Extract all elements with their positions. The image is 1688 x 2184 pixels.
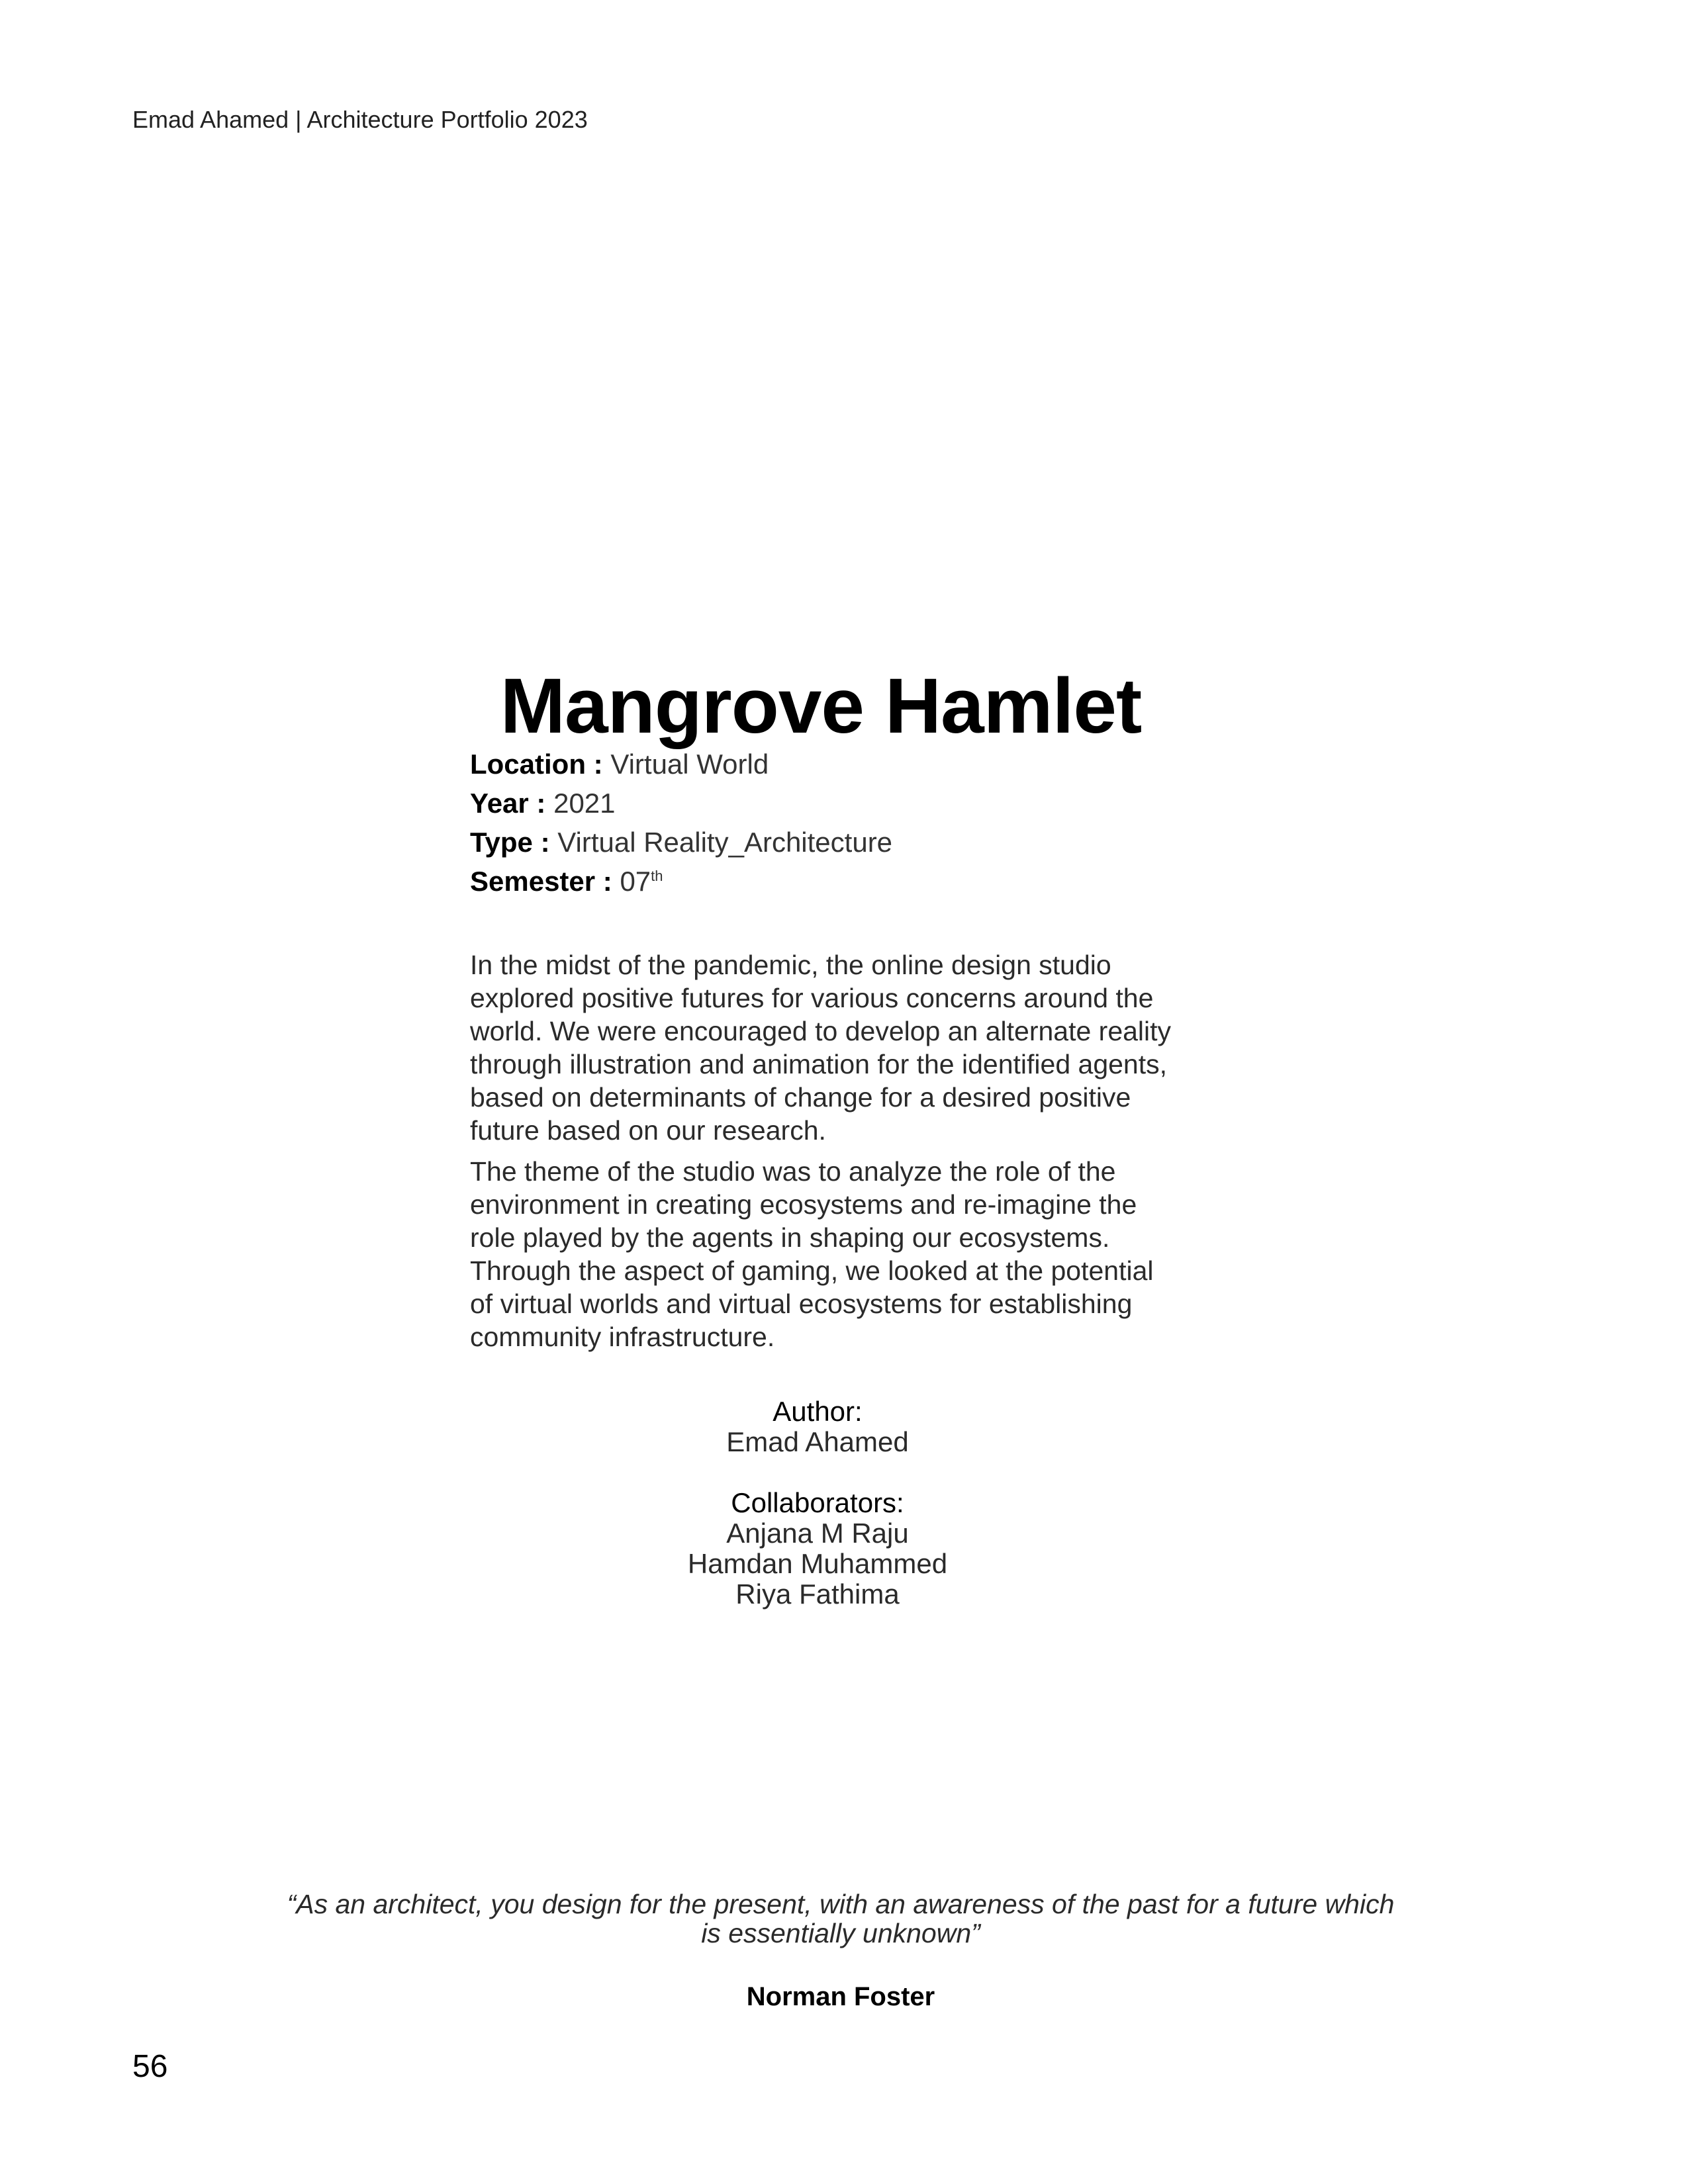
type-value: Virtual Reality_Architecture bbox=[557, 827, 893, 858]
project-details bbox=[470, 745, 892, 901]
collaborator-name: Riya Fathima bbox=[735, 1578, 900, 1610]
type-label: Type : bbox=[470, 827, 550, 858]
quote-author: Norman Foster bbox=[746, 1982, 935, 2011]
collaborator-name: Hamdan Muhammed bbox=[687, 1548, 948, 1579]
running-header: Emad Ahamed | Architecture Portfolio 2023 bbox=[132, 106, 588, 133]
year-label: Year : bbox=[470, 788, 546, 819]
page-number: 56 bbox=[132, 2049, 168, 2084]
year-value: 2021 bbox=[553, 788, 616, 819]
semester-number: 07 bbox=[620, 866, 651, 897]
author-label: Author: bbox=[773, 1396, 863, 1427]
project-title: Mangrove Hamlet bbox=[500, 662, 1142, 751]
quote-line: “As an architect, you design for the present, with an awareness of the past for a future which bbox=[287, 1889, 1395, 1919]
collaborators-label: Collaborators: bbox=[731, 1487, 904, 1518]
location-row bbox=[470, 745, 892, 784]
credits-block bbox=[0, 1396, 1635, 1610]
description-paragraph-2: The theme of the studio was to analyze the role of the environment in creating ecosystems and re-imagine the role played by the agents in shaping our ecosystems. Through the aspect of gaming, we looked at the potential of virtual worlds and virtual ecosystems for establishing community infrastructure. bbox=[470, 1156, 1154, 1352]
collaborator-name: Anjana M Raju bbox=[726, 1518, 909, 1549]
type-row bbox=[470, 823, 892, 862]
semester-value bbox=[620, 866, 663, 897]
description-paragraph-1: In the midst of the pandemic, the online design studio explored positive futures for various concerns around the world. We were encouraged to develop an alternate reality through illustration and animation for the identified agents, based on determinants of change for a desired positive future based on our research. bbox=[470, 950, 1172, 1146]
pull-quote bbox=[0, 1889, 1681, 1948]
semester-label: Semester : bbox=[470, 866, 612, 897]
semester-suffix: th bbox=[651, 868, 663, 884]
quote-line: is essentially unknown” bbox=[701, 1918, 980, 1948]
semester-row bbox=[470, 862, 892, 901]
year-row bbox=[470, 784, 892, 823]
author-name: Emad Ahamed bbox=[726, 1426, 909, 1457]
location-value: Virtual World bbox=[610, 749, 769, 780]
project-description bbox=[470, 948, 1172, 1361]
location-label: Location : bbox=[470, 749, 603, 780]
